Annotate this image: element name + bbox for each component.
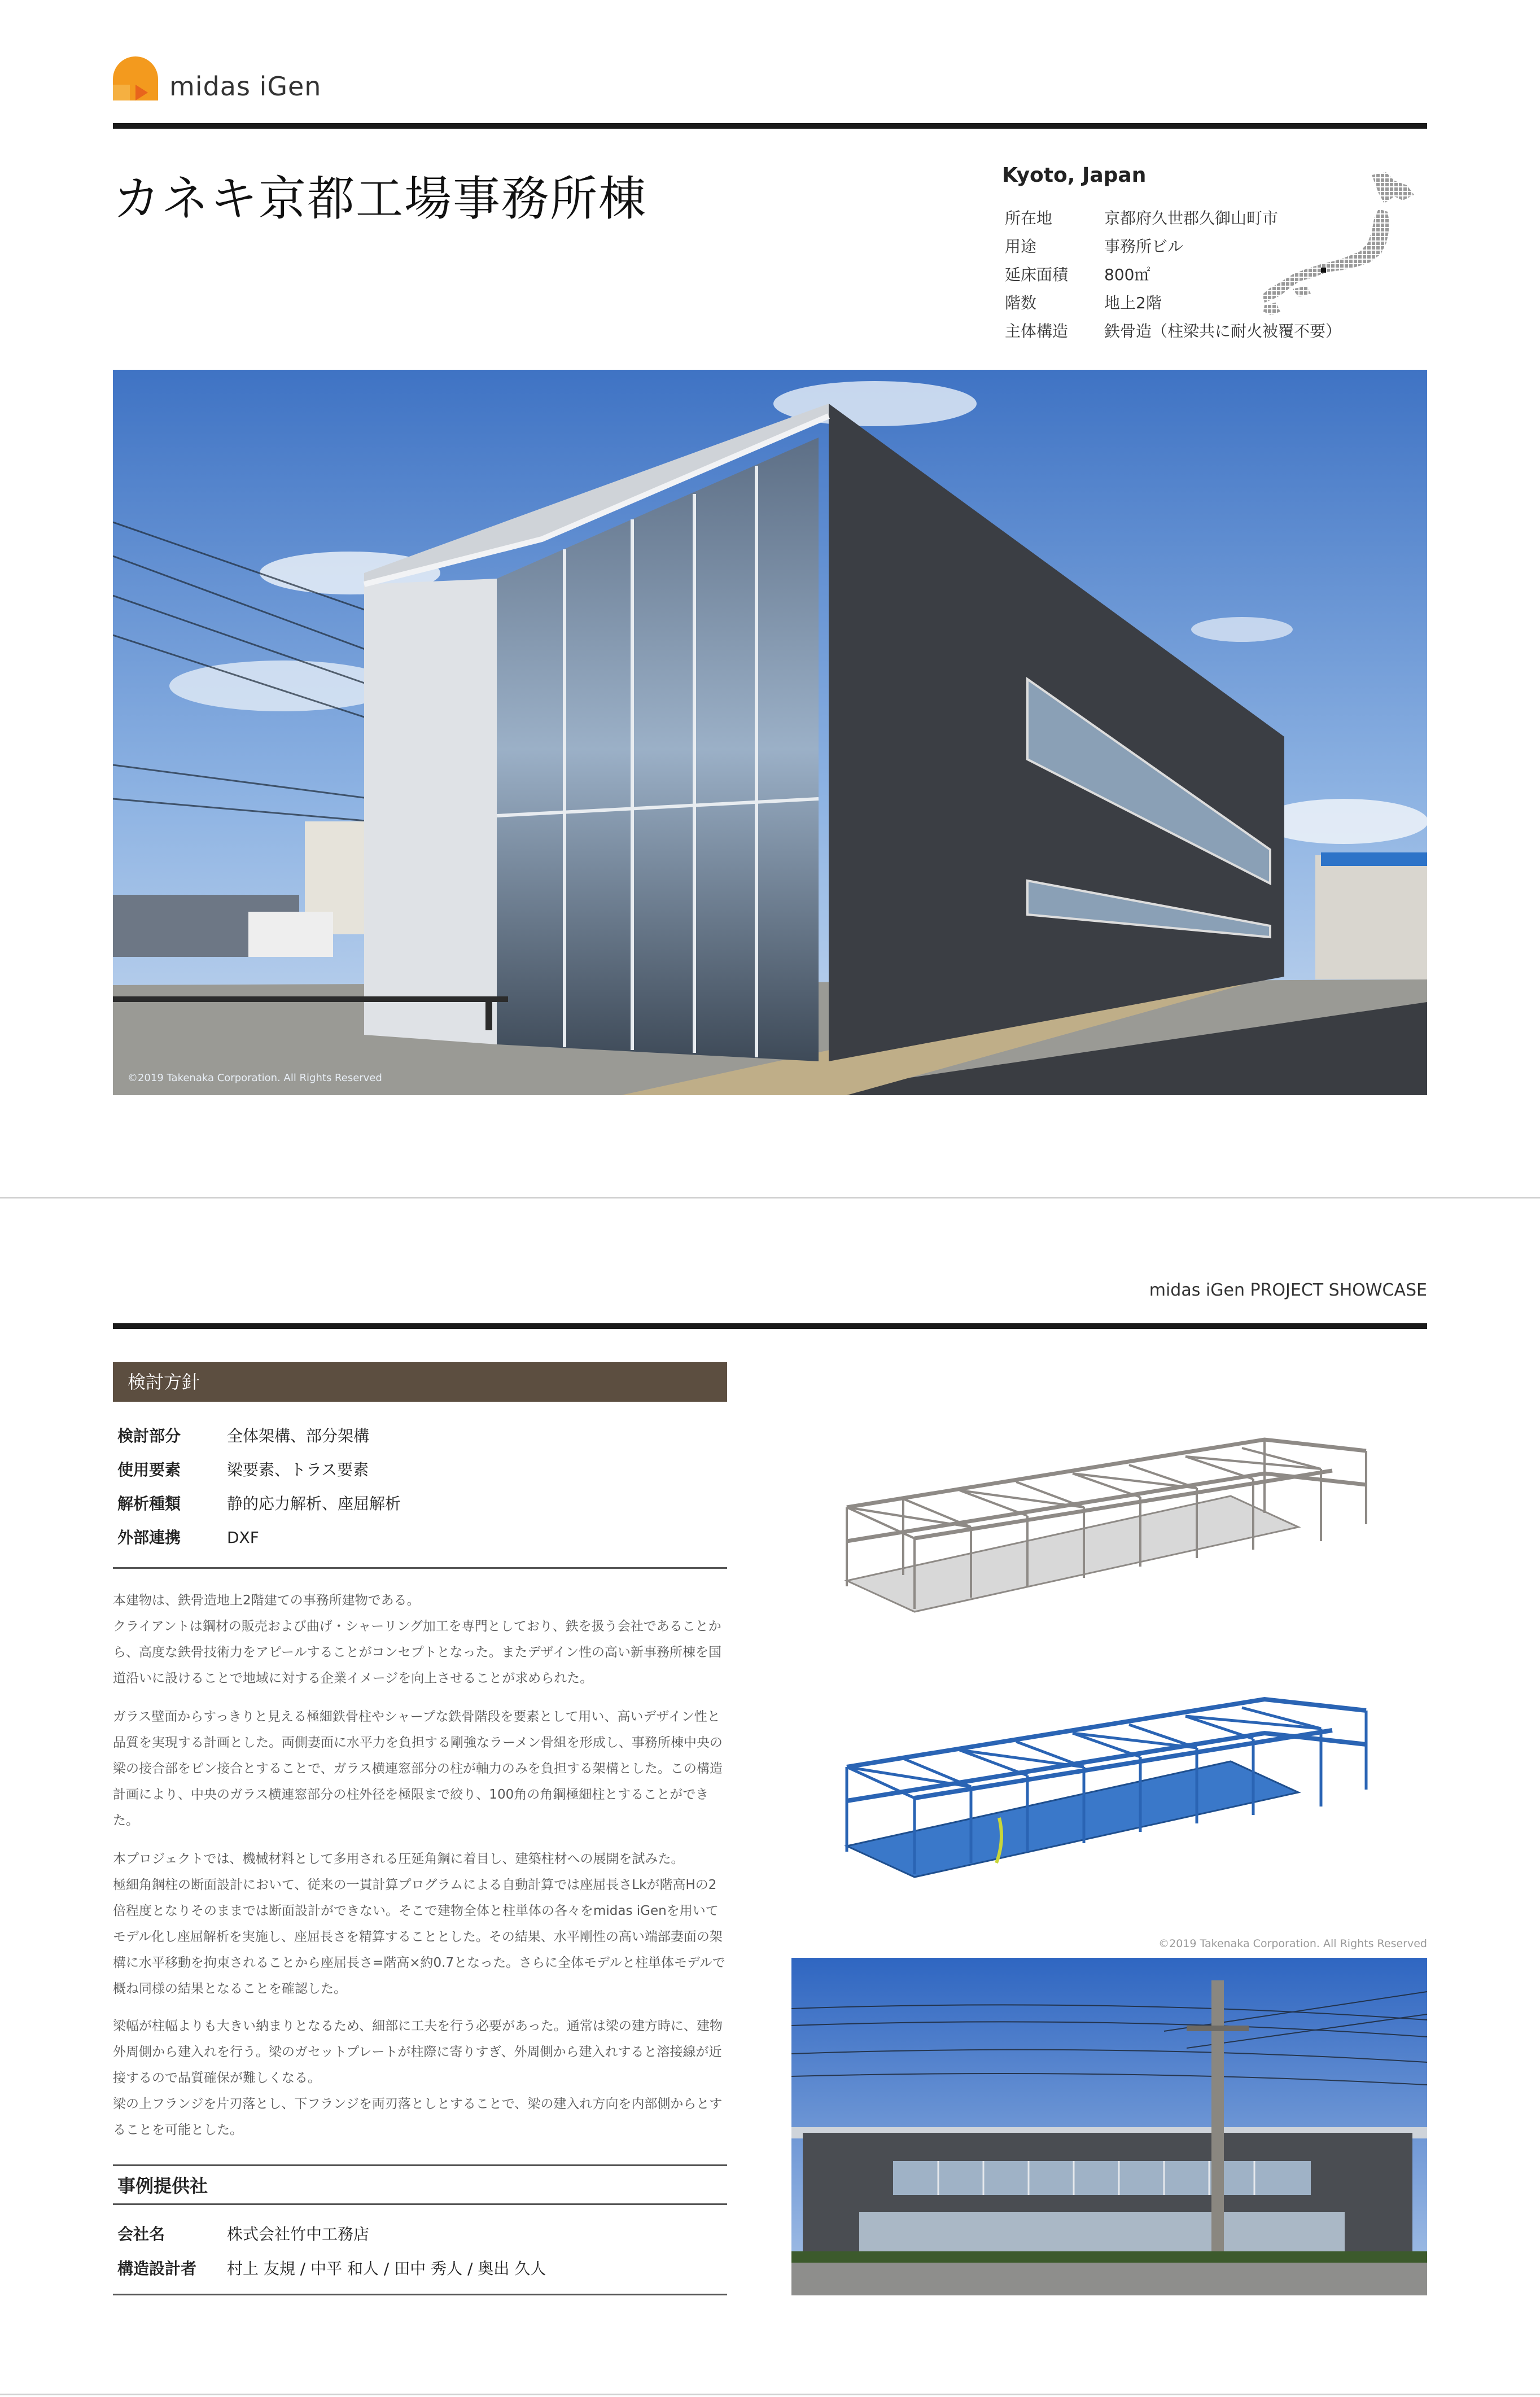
paragraph-text: ガラス壁面からすっきりと見える極細鉄骨柱やシャープな鉄骨階段を要素として用い、高いデザイン性と品質を実現する計画とした。両側妻面に水平力を負担する剛強なラーメン骨組を形成し、事務所棟中央の梁の接合部をピン接合とすることで、ガラス横連窓部分の柱が軸力のみを負担する架構とした。この構造計画により、中央のガラス横連窓部分の柱外径を極限まで絞り、100角の角鋼極細柱とすることができた。 xyxy=(113,1709,723,1828)
section-title: 検討方針 xyxy=(128,1371,200,1393)
info-key: 用途 xyxy=(1005,237,1037,256)
paragraph-text: 本プロジェクトでは、機械材料として多用される圧延角鋼に着目し、建築柱材への展開を試みた。 極細角鋼柱の断面設計において、従来の一貫計算プログラムによる自動計算では座屈長さLkが階高Hの2倍程度となりそのままでは断面設計ができない。そこで建物全体と柱単体の各々をmidas iGenを用いてモデル化し座屈解析を実施し、座屈長さを精算することとした。その結果、水平剛性の高い端部妻面の架構に水平移動を拘束されることから座屈長さ=階高×約0.7となった。さらに全体モデルと柱単体モデルで概ね同様の結果となることを確認した。 xyxy=(113,1852,725,1996)
japan-map-icon xyxy=(1259,169,1423,316)
spec-value: 梁要素、トラス要素 xyxy=(227,1460,369,1479)
info-row xyxy=(1005,319,1341,342)
spec-key: 外部連携 xyxy=(117,1528,181,1547)
page2-header-rule xyxy=(113,1323,1427,1329)
info-key: 所在地 xyxy=(1005,209,1053,228)
spec-value: 全体架構、部分架構 xyxy=(227,1427,370,1445)
provider-rule-mid xyxy=(113,2203,727,2205)
spec-key: 検討部分 xyxy=(117,1427,181,1445)
header-rule xyxy=(113,123,1427,129)
spec-value: 静的応力解析、座屈解析 xyxy=(227,1494,401,1513)
building-illustration xyxy=(113,370,1427,1095)
info-row xyxy=(1005,263,1150,285)
provider-title: 事例提供社 xyxy=(117,2175,208,2197)
photo-caption: ©2019 Takenaka Corporation. All Rights Reserved xyxy=(128,1072,382,1084)
midas-logo-icon xyxy=(113,56,158,102)
section-header xyxy=(113,1362,727,1402)
info-row xyxy=(1005,206,1278,229)
info-value: 800㎡ xyxy=(1104,265,1150,284)
front-elevation-illustration xyxy=(791,1958,1427,2295)
brand-name: midas iGen xyxy=(169,71,322,102)
info-value: 京都府久世郡久御山町市 xyxy=(1104,209,1279,228)
info-value: 地上2階 xyxy=(1104,294,1162,312)
spec-row xyxy=(117,1525,259,1548)
specs-rule xyxy=(113,1567,727,1569)
structural-model-gray xyxy=(835,1428,1372,1615)
page-separator xyxy=(0,1197,1540,1198)
info-key: 階数 xyxy=(1005,294,1037,312)
spec-key: 使用要素 xyxy=(117,1460,181,1479)
provider-key: 構造設計者 xyxy=(117,2259,197,2278)
provider-value: 株式会社竹中工務店 xyxy=(227,2225,370,2243)
brand-logo xyxy=(113,56,452,119)
paragraph-text: 梁幅が柱幅よりも大きい納まりとなるため、細部に工夫を行う必要があった。通常は梁の建方時に、建物外周側から建入れを行う。梁のガセットプレートが柱際に寄りすぎ、外周側から建入れすると溶接線が近接するので品質確保が難しくなる。 梁の上フランジを片刃落とし、下フランジを両刃落としとすることで、梁の建入れ方向を内部側からとすることを可能とした。 xyxy=(113,2019,723,2137)
page-separator-bottom xyxy=(0,2394,1540,2395)
body-paragraph xyxy=(113,2013,728,2143)
front-elevation-photo xyxy=(791,1958,1427,2295)
body-paragraph xyxy=(113,1846,728,2002)
info-row xyxy=(1005,234,1183,257)
info-value: 事務所ビル xyxy=(1104,237,1184,256)
provider-rule-top xyxy=(113,2164,727,2166)
info-row xyxy=(1005,291,1162,313)
provider-rule-bottom xyxy=(113,2294,727,2295)
structural-model-blue xyxy=(835,1682,1372,1886)
body-paragraph xyxy=(113,1704,728,1834)
body-paragraph xyxy=(113,1587,728,1691)
paragraph-text: 本建物は、鉄骨造地上2階建ての事務所建物である。 クライアントは鋼材の販売および曲げ・シャーリング加工を専門としており、鉄を扱う会社であることから、高度な鉄骨技術力をアピールすることがコンセプトとなった。またデザイン性の高い新事務所棟を国道沿いに設けることで地域に対する企業イメージを向上させることが求められた。 xyxy=(113,1593,722,1686)
showcase-label: midas iGen PROJECT SHOWCASE xyxy=(1149,1280,1427,1300)
spec-key: 解析種類 xyxy=(117,1494,181,1513)
spec-row xyxy=(117,1458,369,1480)
info-key: 主体構造 xyxy=(1005,322,1069,340)
building-photo xyxy=(113,370,1427,1095)
model-caption: ©2019 Takenaka Corporation. All Rights Reserved xyxy=(1158,1937,1427,1950)
provider-row xyxy=(117,2222,369,2245)
page-title: カネキ京都工場事務所棟 xyxy=(113,171,648,226)
spec-value: DXF xyxy=(227,1528,259,1547)
info-value: 鉄骨造（柱梁共に耐火被覆不要） xyxy=(1104,322,1342,340)
provider-value: 村上 友規 / 中平 和人 / 田中 秀人 / 奥出 久人 xyxy=(227,2259,546,2278)
spec-row xyxy=(117,1491,401,1514)
info-key: 延床面積 xyxy=(1005,265,1069,284)
spec-row xyxy=(117,1424,369,1446)
provider-row xyxy=(117,2256,546,2279)
location-title: Kyoto, Japan xyxy=(1002,164,1147,187)
provider-key: 会社名 xyxy=(117,2225,165,2243)
